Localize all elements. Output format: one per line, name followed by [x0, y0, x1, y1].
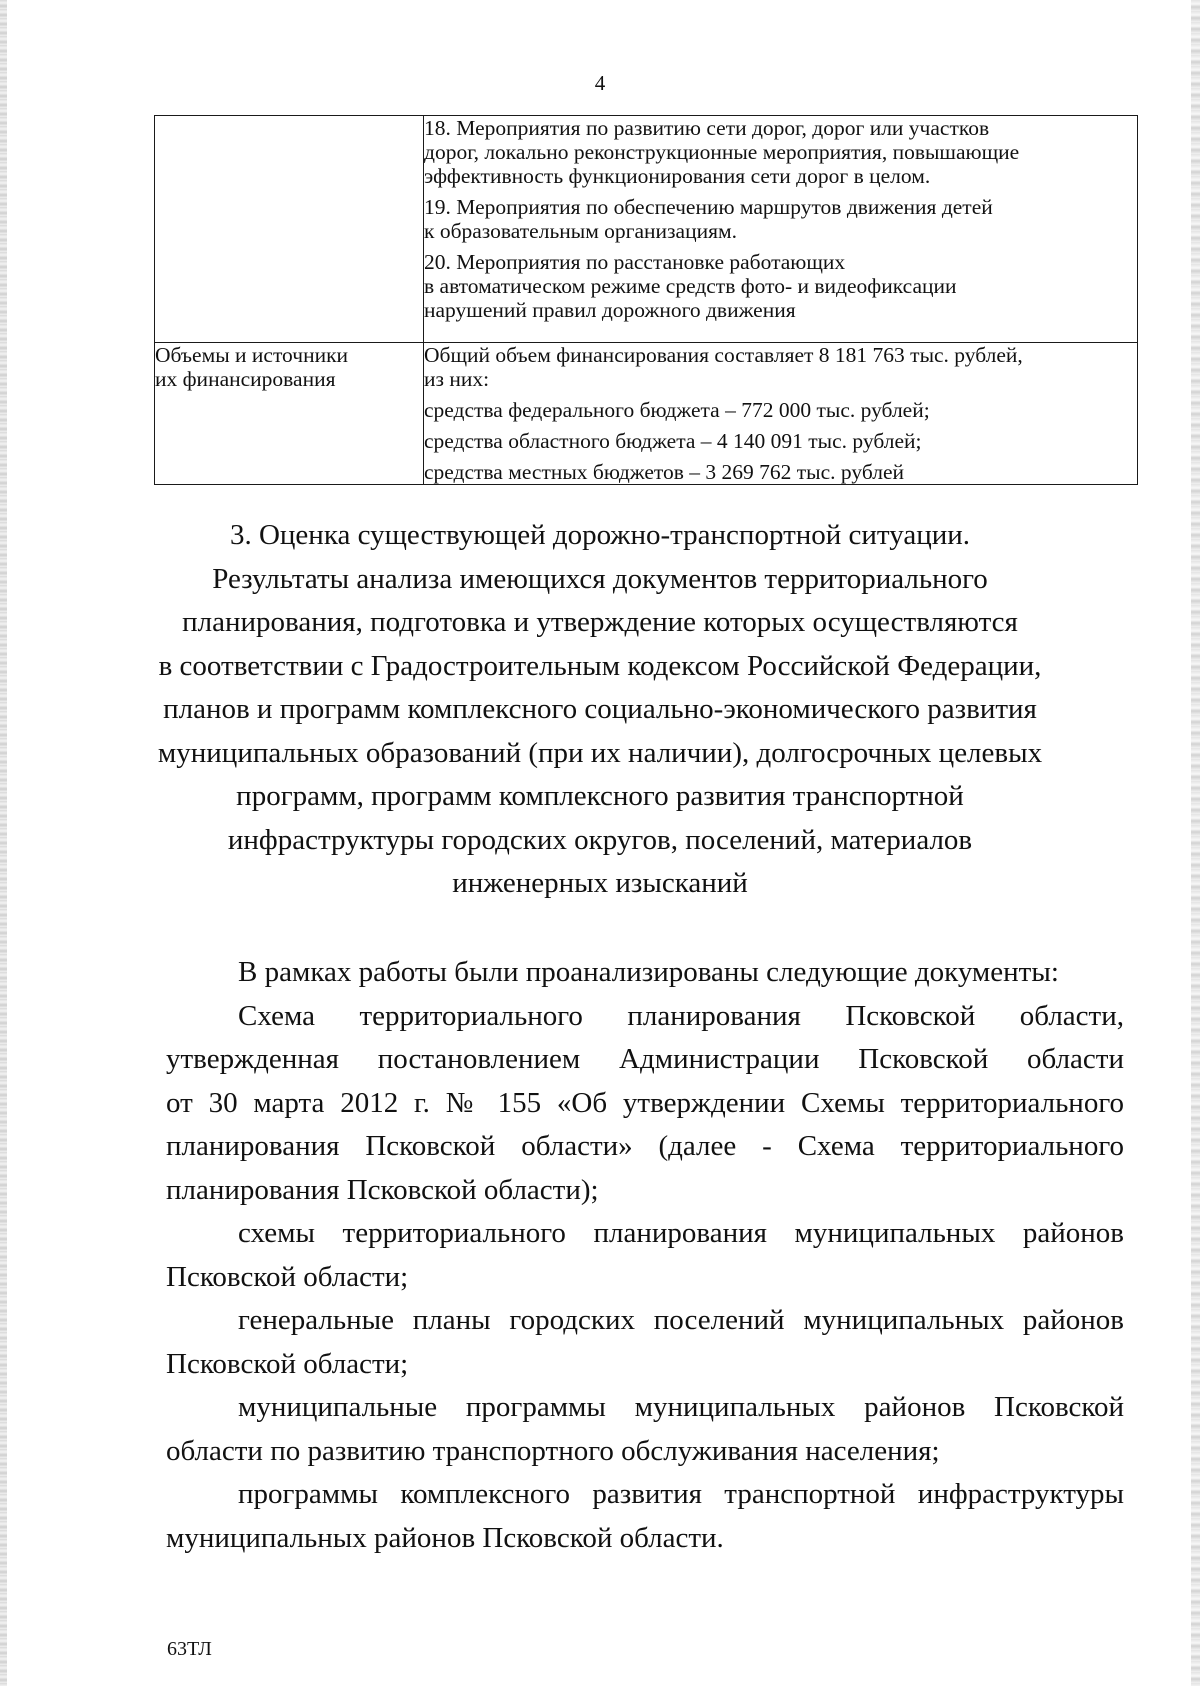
- body-line: Псковской области;: [166, 1260, 409, 1293]
- table-label-line: их финансирования: [155, 367, 336, 391]
- page-number: 4: [594, 71, 606, 95]
- table-cell-paragraph: [424, 429, 1137, 453]
- table-text-line: эффективность функционирования сети дорог в целом.: [424, 164, 931, 188]
- body-line: планирования Псковской области);: [166, 1173, 599, 1206]
- table-cell-content: [424, 343, 1138, 485]
- table-cell-paragraph: [424, 343, 1137, 391]
- section-heading-line: Результаты анализа имеющихся документов территориального: [212, 562, 988, 595]
- table-text-line: 18. Мероприятия по развитию сети дорог, дорог или участков: [424, 116, 990, 140]
- section-heading-line: программ, программ комплексного развития транспортной: [236, 780, 964, 812]
- table-row: [155, 343, 1138, 485]
- table-label-line: Объемы и источники: [155, 343, 349, 367]
- body-line: от 30 марта 2012 г. № 155 «Об утверждении Схемы территориального: [166, 1086, 1124, 1119]
- body-paragraph: [166, 1299, 1124, 1386]
- body-line: программы комплексного развития транспортной инфраструктуры: [238, 1478, 1124, 1510]
- section-heading-line: муниципальных образований (при их наличии), долгосрочных целевых: [157, 736, 1043, 769]
- section-heading-line: 3. Оценка существующей дорожно-транспортной ситуации.: [229, 519, 971, 551]
- section-heading-line: в соответствии с Градостроительным кодексом Российской Федерации,: [158, 649, 1042, 682]
- body-line: В рамках работы были проанализированы следующие документы:: [238, 956, 1059, 988]
- table-text-line: 19. Мероприятия по обеспечению маршрутов движения детей: [424, 195, 993, 219]
- scan-edge-right: [1191, 0, 1200, 1686]
- section-heading-line: инфраструктуры городских округов, поселений, материалов: [227, 823, 973, 856]
- body-paragraph: [166, 1386, 1124, 1473]
- table-text-line: дорог, локально реконструкционные мероприятия, повышающие: [424, 140, 1020, 164]
- body-line: Псковской области;: [166, 1347, 409, 1380]
- table-cell-content: [424, 116, 1138, 343]
- body-line: муниципальных районов Псковской области.: [166, 1521, 724, 1554]
- table-text-line: средства областного бюджета – 4 140 091 тыс. рублей;: [424, 429, 922, 453]
- table-cell-paragraph: [424, 398, 1137, 422]
- body-paragraph: [166, 1473, 1124, 1560]
- body-line: Схема территориального планирования Псковской области,: [238, 999, 1124, 1032]
- table-text-line: к образовательным организациям.: [424, 219, 737, 243]
- table-text-line: из них:: [424, 367, 490, 391]
- table-text-line: нарушений правил дорожного движения: [424, 298, 796, 322]
- passport-table: [154, 115, 1138, 485]
- body-line: области по развитию транспортного обслуживания населения;: [166, 1434, 940, 1467]
- section-heading-line: инженерных изысканий: [452, 867, 748, 899]
- body-line: схемы территориального планирования муниципальных районов: [238, 1217, 1124, 1249]
- body-line: генеральные планы городских поселений муниципальных районов: [238, 1304, 1124, 1336]
- body-line: планирования Псковской области» (далее - Схема территориального: [166, 1130, 1124, 1162]
- table-cell-label: [155, 116, 424, 343]
- body-line: утвержденная постановлением Администрации Псковской области: [166, 1043, 1124, 1075]
- body-paragraph: [166, 1212, 1124, 1299]
- section-heading: [150, 514, 1050, 906]
- body-paragraph: [166, 995, 1124, 1213]
- table-cell-paragraph: [424, 250, 1137, 322]
- table-text-line: 20. Мероприятия по расстановке работающих: [424, 250, 846, 274]
- table-row: [155, 116, 1138, 343]
- table-text-line: Общий объем финансирования составляет 8 181 763 тыс. рублей,: [424, 343, 1023, 367]
- body-paragraph: [166, 951, 1124, 995]
- table-cell-label: [155, 343, 424, 485]
- body-line: муниципальные программы муниципальных районов Псковской: [238, 1391, 1124, 1423]
- table-text-line: средства местных бюджетов – 3 269 762 тыс. рублей: [424, 460, 905, 484]
- passport-table-body: [155, 116, 1138, 485]
- table-text-line: средства федерального бюджета – 772 000 тыс. рублей;: [424, 398, 930, 422]
- scan-edge-left: [0, 0, 7, 1686]
- table-cell-paragraph: [424, 116, 1137, 188]
- section-heading-line: планов и программ комплексного социально-экономического развития: [163, 693, 1037, 725]
- table-cell-paragraph: [424, 195, 1137, 243]
- footer-code: 63ТЛ: [167, 1638, 212, 1660]
- body-text: [166, 951, 1124, 1560]
- table-cell-paragraph: [424, 460, 1137, 484]
- section-heading-line: планирования, подготовка и утверждение которых осуществляются: [182, 606, 1018, 638]
- table-text-line: в автоматическом режиме средств фото- и видеофиксации: [424, 274, 957, 298]
